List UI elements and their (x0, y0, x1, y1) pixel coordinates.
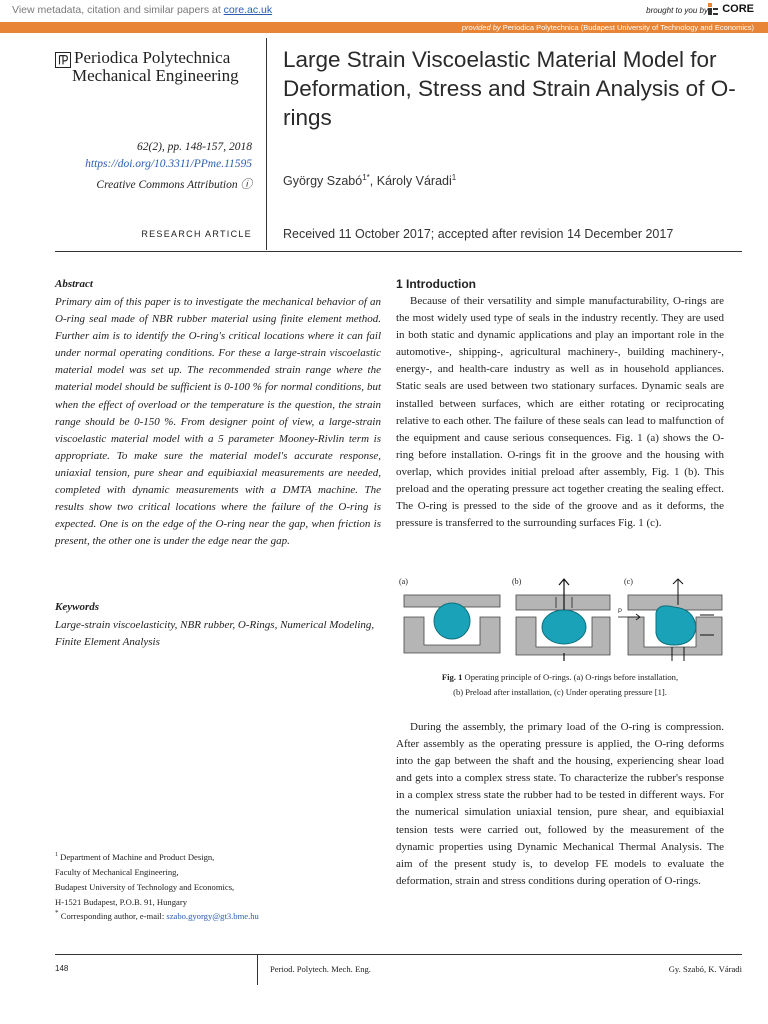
provided-by-bar (0, 22, 768, 33)
brought-by-text: brought to you by (646, 6, 708, 15)
intro-paragraph-2: During the assembly, the primary load of the O-ring is compression. After assembly as the operating pressure is applied, the O-ring deforms into the gap between the shaft and the housing, experiencing shear load and gets into a complex stress state. To characterize the rubber's response in a complex stress state the rubber had to be tested in different ways. For the numerical simulation uniaxial tension, pure shear, and equibiaxial tension tests were carried out, followed by the measurement of the dynamic properties using Dynamic Mechanical Thermal Analysis. The aim of the present study is, to develop FE models to evaluate the deformation, strain and stress conditions during operation of O-rings. (396, 721, 724, 887)
affiliation-dept: Department of Machine and Product Design, (60, 851, 215, 862)
core-link-prefix: View metadata, citation and similar papers at (12, 4, 224, 16)
section-heading-introduction: 1 Introduction (396, 277, 476, 291)
author-2: Károly Váradi (376, 174, 452, 189)
intro-paragraph-1 (396, 293, 724, 532)
footer-authors: Gy. Szabó, K. Váradi (668, 964, 742, 974)
keywords-heading: Keywords (55, 601, 99, 613)
corresponding-email[interactable]: szabo.gyorgy@gt3.bme.hu (166, 910, 259, 921)
caption-line2: (b) Preload after installation, (c) Under operating pressure [1]. (453, 687, 667, 697)
core-metadata-link[interactable] (12, 4, 272, 16)
corresponding-author (55, 909, 259, 921)
journal-name-line2: Mechanical Engineering (72, 66, 239, 85)
core-logo-icon (707, 2, 719, 16)
provided-by-text (462, 22, 754, 33)
affiliation-line4: H-1521 Budapest, P.O.B. 91, Hungary (55, 897, 188, 908)
affiliation-sup: 1 (55, 852, 58, 858)
header-divider (266, 38, 267, 250)
author-1: György Szabó (283, 174, 363, 189)
keywords-text: Large-strain viscoelasticity, NBR rubber, O-Rings, Numerical Modeling, Finite Element Analysis (55, 619, 375, 649)
corresponding-label: Corresponding author, e-mail: (60, 910, 167, 921)
page-number: 148 (55, 964, 69, 973)
provided-by-label: provided by (461, 23, 501, 32)
caption-line1-text: Operating principle of O-rings. (a) O-rings before installation, (462, 672, 679, 682)
figure-label-c: (c) (624, 577, 633, 586)
core-link[interactable]: core.ac.uk (223, 4, 273, 16)
volume-pages: 62(2), pp. 148-157, 2018 (137, 141, 252, 153)
license-text[interactable]: Creative Commons Attribution ⓘ (96, 179, 252, 191)
journal-logo-icon (55, 52, 71, 68)
figure-label-b: (b) (512, 577, 522, 586)
core-logo-text: CORE (722, 3, 754, 15)
corresponding-sup: * (55, 909, 59, 917)
footer-divider (257, 955, 258, 985)
figure-pressure-label: P (618, 609, 623, 615)
author-separator: , (369, 174, 377, 189)
abstract-text: Primary aim of this paper is to investigate the mechanical behavior of an O-ring seal made of NBR rubber material using finite element method. Further aim is to identify the O-ring's critical locations where it can fail under normal operating conditions. For these a large-strain viscoelastic material model was set up. The recommended strain range where the material model should be sufficient is 0-100 % for normal conditions, but when the effect of overload or the temperature is the question, the strain range should be 0-150 %. From designer point of view, a large-strain viscoelastic material model with a 5 parameter Mooney-Rivlin term is appropriate. To make sure the material model's accurate response, uniaxial tension, pure shear and equibiaxial measurements are needed, completed with dynamic measurements with a DMTA machine. The results show two critical locations where the failure of the O-ring is expected. One is on the edge of the O-ring near the gap, when friction is present, the other one is under the edge near the gap. (55, 296, 381, 548)
affiliation-line2: Faculty of Mechanical Engineering, (55, 867, 179, 878)
journal-name-line1: Periodica Polytechnica (74, 48, 231, 67)
caption-figure-number: Fig. 1 (441, 672, 463, 682)
caption-line1 (396, 670, 724, 685)
received-dates: Received 11 October 2017; accepted after revision 14 December 2017 (283, 227, 674, 241)
doi-link[interactable]: https://doi.org/10.3311/PPme.11595 (85, 158, 252, 170)
figure-panel-a (404, 595, 500, 653)
affiliation-line1 (55, 848, 375, 865)
figure-label-a: (a) (399, 577, 408, 586)
footer-rule (55, 954, 742, 955)
figure-1-caption (396, 670, 724, 700)
article-type: RESEARCH ARTICLE (141, 229, 252, 239)
figure-panel-c (618, 579, 722, 661)
provider-name[interactable]: Periodica Polytechnica (Budapest University of Technology and Economics) (502, 23, 754, 32)
paper-title: Large Strain Viscoelastic Material Model for Deformation, Stress and Strain Analysis of O-rings (283, 47, 736, 130)
affiliation (55, 848, 375, 911)
intro-paragraph-1-text: Because of their versatility and simple manufacturability, O-rings are the most widely used type of seals in the industry recently. They are used in both static and dynamic applications and play an important role in the automotive-, shipping-, agricultural machinery-, building machinery-, energy-, and health-care industry as well as in household appliances. Static seals are used between two stationary surfaces. Dynamic seals are installed between surfaces, which are either rotating or reciprocating relative to each other. The failure of these seals can lead to malfunction of the equipment and cause serious consequences. Fig. 1 (a) shows the O-ring before installation. O-rings fit in the groove and the housing with overlap, which provides initial preload after assembly, Fig. 1 (b). This preload and the operating pressure act together creating the sealing effect. The O-ring is pressed to the side of the groove and as it deforms, the pressure is transferred to the surrounding surfaces Fig. 1 (c). (396, 295, 724, 530)
figure-panel-b (516, 579, 610, 661)
authors (283, 173, 456, 188)
footer-journal: Period. Polytech. Mech. Eng. (270, 964, 371, 974)
author-1-affiliation: 1* (362, 173, 370, 182)
core-logo[interactable] (707, 2, 754, 16)
abstract-heading: Abstract (55, 278, 93, 290)
affiliation-line3: Budapest University of Technology and Economics, (55, 882, 235, 893)
figure-1 (396, 575, 724, 661)
author-2-affiliation: 1 (451, 173, 457, 182)
header-rule (55, 251, 742, 252)
